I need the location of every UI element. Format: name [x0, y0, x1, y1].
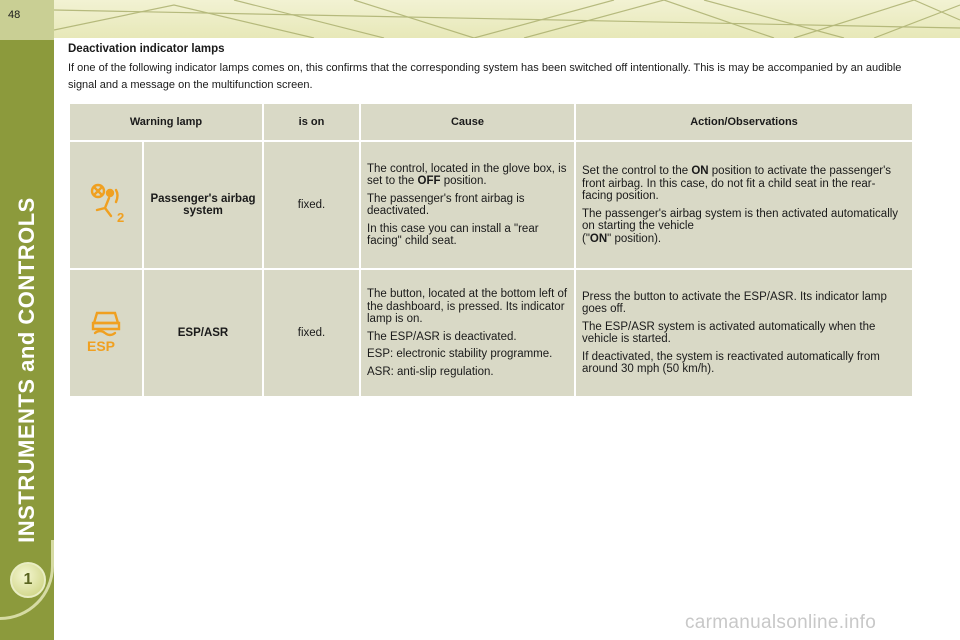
lamp-is-on: fixed. — [264, 270, 359, 396]
lamp-cell — [70, 270, 142, 396]
page-number: 48 — [0, 0, 54, 40]
esp-asr-off-icon — [85, 338, 127, 356]
table-row — [70, 270, 912, 396]
lamp-cause: The control, located in the glove box, is set to the OFF position. The passenger's front airbag is deactivated. In this case you can install a "rear facing" child seat. — [361, 142, 574, 268]
header-warning-lamp: Warning lamp — [70, 104, 262, 140]
lamp-action: Set the control to the ON position to activate the passenger's front airbag. In this case, do not fit a child seat in the rear-facing position. The passenger's airbag system is then activated automatically on starting the vehicle ("ON" position). — [576, 142, 912, 268]
svg-text:2: 2 — [117, 210, 125, 225]
header-is-on: is on — [264, 104, 359, 140]
table-header-row — [70, 104, 912, 140]
content-area — [68, 43, 914, 94]
header-decoration — [54, 0, 960, 38]
section-intro: If one of the following indicator lamps comes on, this confirms that the corresponding system has been switched off intentionally. This is may be accompanied by an audible signal and a message on the multifunction screen. — [68, 62, 902, 91]
header-lines-graphic — [54, 0, 960, 38]
watermark: carmanualsonline.info — [685, 612, 877, 633]
lamp-cell — [70, 142, 142, 268]
header-action: Action/Observations — [576, 104, 912, 140]
header-cause: Cause — [361, 104, 574, 140]
chapter-title: INSTRUMENTS and CONTROLS — [14, 197, 39, 543]
lamp-name: ESP/ASR — [144, 270, 262, 396]
lamp-cause: The button, located at the bottom left of the dashboard, is pressed. Its indicator lamp is on. The ESP/ASR is deactivated. ESP: electronic stability programme. ASR: anti-slip regulation. — [361, 270, 574, 396]
lamp-name: Passenger's airbag system — [144, 142, 262, 268]
lamp-action: Press the button to activate the ESP/ASR. Its indicator lamp goes off. The ESP/ASR system is activated automatically when the vehicle is started. If deactivated, the system is reactivated automatically from around 30 mph (50 km/h). — [576, 270, 912, 396]
section-title: Deactivation indicator lamps — [68, 43, 225, 55]
indicator-lamps-table — [68, 104, 914, 396]
table-row — [70, 142, 912, 268]
passenger-airbag-off-icon — [85, 210, 127, 227]
svg-text:ESP: ESP — [87, 338, 116, 354]
chapter-badge: 1 — [10, 562, 46, 598]
lamp-is-on: fixed. — [264, 142, 359, 268]
